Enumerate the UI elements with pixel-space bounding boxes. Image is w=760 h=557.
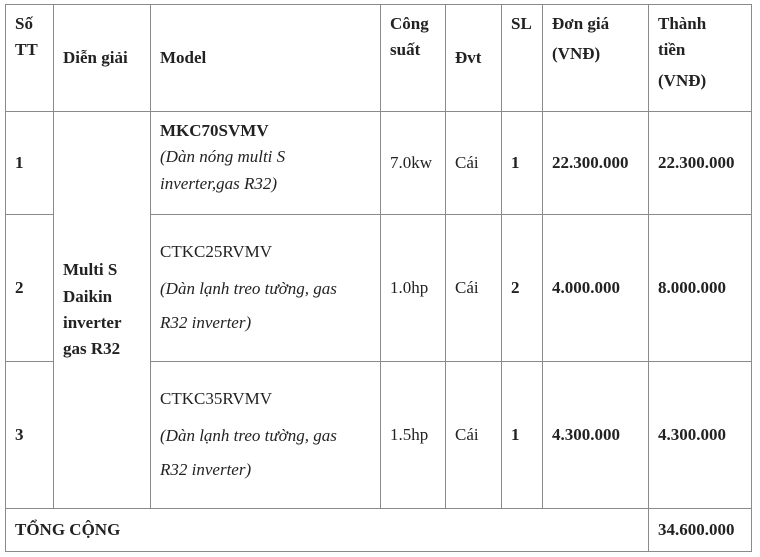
row-model: MKC70SVMV (Dàn nóng multi S inverter,gas R32): [151, 112, 381, 215]
header-row: [6, 5, 752, 112]
row-unit-price: 22.300.000: [543, 112, 649, 215]
row-qty: 1: [502, 362, 543, 509]
row-capacity: 1.5hp: [381, 362, 446, 509]
group-description: Multi S Daikin inverter gas R32: [54, 112, 151, 509]
header-description: Diễn giải: [54, 5, 151, 112]
grand-total: 34.600.000: [649, 509, 752, 552]
header-model: Model: [151, 5, 381, 112]
row-model: CTKC25RVMV (Dàn lạnh treo tường, gas R32 inverter): [151, 215, 381, 362]
row-qty: 2: [502, 215, 543, 362]
header-total: Thành tiền (VNĐ): [649, 5, 752, 112]
row-stt: 1: [6, 112, 54, 215]
total-label: TỔNG CỘNG: [6, 509, 649, 552]
row-unit: Cái: [446, 215, 502, 362]
header-qty: SL: [502, 5, 543, 112]
row-qty: 1: [502, 112, 543, 215]
row-stt: 2: [6, 215, 54, 362]
header-capacity: Công suất: [381, 5, 446, 112]
row-capacity: 7.0kw: [381, 112, 446, 215]
row-unit: Cái: [446, 362, 502, 509]
row-total: 22.300.000: [649, 112, 752, 215]
quotation-table: [5, 4, 752, 552]
row-stt: 3: [6, 362, 54, 509]
row-unit-price: 4.000.000: [543, 215, 649, 362]
row-model: CTKC35RVMV (Dàn lạnh treo tường, gas R32 inverter): [151, 362, 381, 509]
row-capacity: 1.0hp: [381, 215, 446, 362]
model-code: CTKC25RVMV: [160, 242, 272, 262]
header-unit-price: Đơn giá (VNĐ): [543, 5, 649, 112]
row-total: 4.300.000: [649, 362, 752, 509]
header-unit: Đvt: [446, 5, 502, 112]
header-stt: Số TT: [6, 5, 54, 112]
row-unit: Cái: [446, 112, 502, 215]
row-unit-price: 4.300.000: [543, 362, 649, 509]
model-code: MKC70SVMV: [160, 121, 269, 140]
row-total: 8.000.000: [649, 215, 752, 362]
model-code: CTKC35RVMV: [160, 389, 272, 409]
table-row: [6, 112, 752, 215]
total-row: [6, 509, 752, 552]
